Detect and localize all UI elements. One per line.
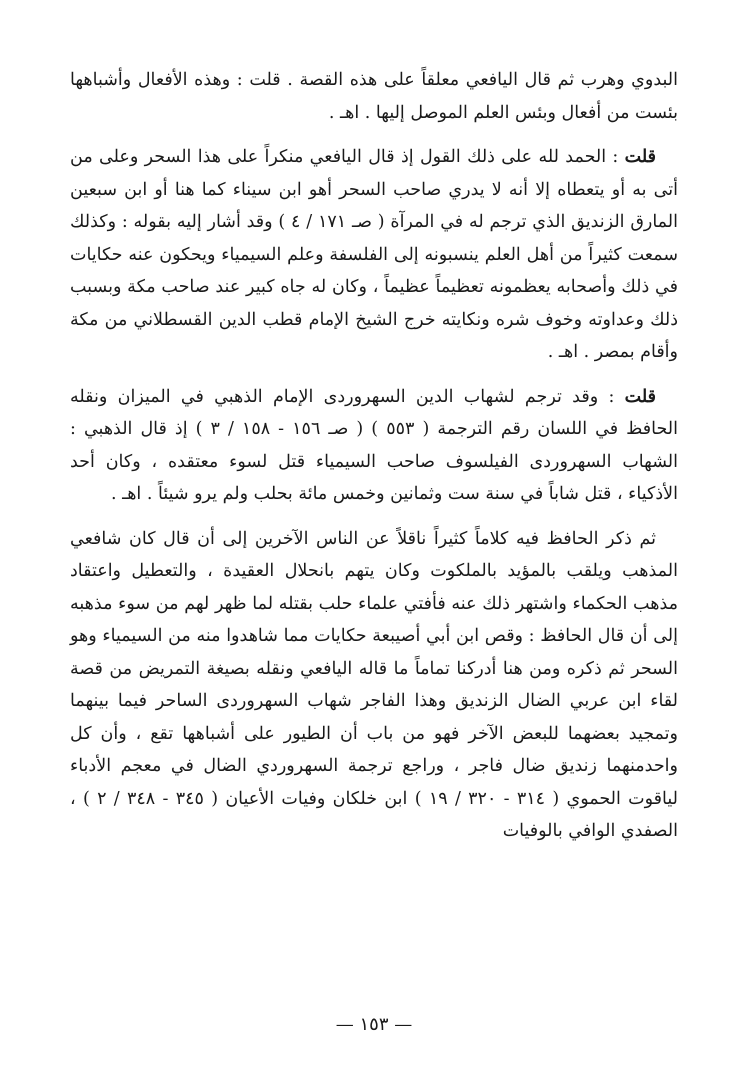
page-number: — ١٥٣ — [335,1014,413,1035]
paragraph-2-text: : الحمد لله على ذلك القول إذ قال اليافعي منكراً على هذا السحر وعلى من أتى به أو يتعطاه إلا أنه لا يدري صاحب السحر أهو ابن سيناء كما هنا أو ابن سبعين المارق الزنديق الذي ترجم له في المرآة ( صـ ١٧١ / ٤ ) وقد أشار إليه بقوله : وكذلك سمعت كثيراً من أهل العلم ينسبونه إلى الفلسفة وعلم السيمياء ويحكون عنه حكايات في ذلك وأصحابه يعظمونه تعظيماً عظيماً ، وكان له جاه كبير عند صاحب مكة وبسبب ذلك وعداوته وخوف شره ونكايته خرج الشيخ الإمام قطب الدين القسطلاني من مكة وأقام بمصر . اهـ . [70,147,678,362]
paragraph-3-text: : وقد ترجم لشهاب الدين السهروردى الإمام الذهبي في الميزان ونقله الحافظ في اللسان رقم الترجمة ( ٥٥٣ ) ( صـ ١٥٦ - ١٥٨ / ٣ ) إذ قال الذهبي : الشهاب السهروردى الفيلسوف صاحب السيمياء قتل لسوء معتقده ، وكان أحد الأذكياء ، قتل شاباً في سنة ست وثمانين وخمس مائة بحلب ولم يرو شيئاً . اهـ . [70,386,678,504]
paragraph-2 [70,141,678,369]
paragraph-1-text: البدوي وهرب ثم قال اليافعي معلقاً على هذه القصة . قلت : وهذه الأفعال وأشباهها بئست من أفعال وبئس العلم الموصل إليها . اهـ . [70,70,678,123]
page-body [70,64,678,860]
paragraph-3 [70,381,678,511]
paragraph-4-text: ثم ذكر الحافظ فيه كلاماً كثيراً ناقلاً عن الناس الآخرين إلى أن قال كان شافعي المذهب ويلقب بالمؤيد بالملكوت وكان يتهم بانحلال العقيدة ، والتعطيل واعتقاد مذهب الحكماء واشتهر ذلك عنه فأفتي علماء حلب بقتله لما ظهر لهم من سوء مذهبه إلى أن قال الحافظ : وقص ابن أبي أصيبعة حكايات مما شاهدوا منه من السيمياء وهو السحر ثم ذكره ومن هنا أدركنا تماماً ما قاله اليافعي ونقله بصيغة التمريض من قصة لقاء ابن عربي الضال الزنديق وهذا الفاجر شهاب السهروردى الساحر فيما بينهما وتمجيد بعضهما للبعض الآخر فهو من باب أن الطيور على أشباهها تقع ، وأن كل واحدمنهما زنديق ضال فاجر ، وراجع ترجمة السهروردي الضال في معجم الأدباء لياقوت الحموي ( ٣١٤ - ٣٢٠ / ١٩ ) ابن خلكان وفيات الأعيان ( ٣٤٥ - ٣٤٨ / ٢ ) ، الصفدي الوافي بالوفيات [70,528,678,841]
paragraph-3-lead: قلت [624,386,656,407]
paragraph-4 [70,523,678,848]
paragraph-1 [70,64,678,129]
paragraph-2-lead: قلت [624,147,656,167]
